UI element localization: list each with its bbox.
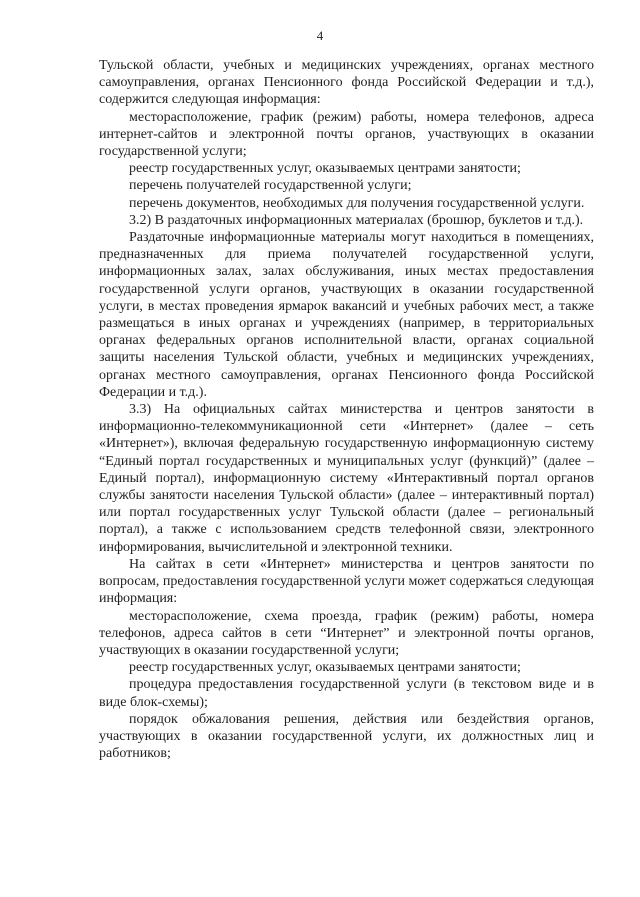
- paragraph: Раздаточные информационные материалы могут находиться в помещениях, предназначенных для приема получателей государственной услуги, информационных залах, залах обслуживания, иных местах предоставления государственной услуги органов, участвующих в оказании государственной услуги, в местах проведения ярмарок вакансий и учебных рабочих мест, а также размещаться в иных органах и учреждениях (например, в территориальных органах федеральных органов исполнительной власти, органах социальной защиты населения Тульской области, учебных и медицинских учреждениях, органах местного самоуправления, органах Пенсионного фонда Российской Федерации и т.д.).: [99, 230, 594, 400]
- paragraph: перечень получателей государственной услуги;: [129, 178, 412, 194]
- paragraph: месторасположение, схема проезда, график (режим) работы, номера телефонов, адреса сайтов в сети “Интернет” и электронной почты органов, участвующих в оказании государственной услуги;: [99, 608, 594, 658]
- paragraph: 3.3) На официальных сайтах министерства и центров занятости в информационно-телекоммуникационной сети «Интернет» (далее – сеть «Интернет»), включая федеральную государственную информационную систему “Единый портал государственных и муниципальных услуг (функций)” (далее – Единый портал), информационную систему «Интерактивный портал органов службы занятости населения Тульской области» (далее – интерактивный портал) или портал государственных услуг Тульской области (далее – региональный портал), а также с использованием средств телефонной связи, электронного информирования, вычислительной и электронной техники.: [99, 402, 594, 555]
- paragraph: Тульской области, учебных и медицинских учреждениях, органах местного самоуправления, органах Пенсионного фонда Российской Федерации и т.д.), содержится следующая информация:: [99, 58, 594, 108]
- paragraph: На сайтах в сети «Интернет» министерства и центров занятости по вопросам, предоставления государственной услуги может содержаться следующая информация:: [99, 556, 594, 607]
- paragraph: перечень документов, необходимых для получения государственной услуги.: [129, 195, 585, 211]
- paragraph: реестр государственных услуг, оказываемых центрами занятости;: [129, 161, 521, 177]
- paragraph: реестр государственных услуг, оказываемых центрами занятости;: [129, 660, 521, 676]
- page-number: 4: [316, 28, 324, 43]
- paragraph: 3.2) В раздаточных информационных материалах (брошюр, буклетов и т.д.).: [129, 212, 584, 228]
- paragraph: порядок обжалования решения, действия или бездействия органов, участвующих в оказании государственной услуги, их должностных лиц и работников;: [99, 711, 594, 762]
- paragraph: месторасположение, график (режим) работы, номера телефонов, адреса интернет-сайтов и электронной почты органов, участвующих в оказании государственной услуги;: [99, 109, 594, 160]
- paragraph: процедура предоставления государственной услуги (в текстовом виде и в виде блок-схемы);: [99, 677, 594, 710]
- document-body: [99, 57, 594, 762]
